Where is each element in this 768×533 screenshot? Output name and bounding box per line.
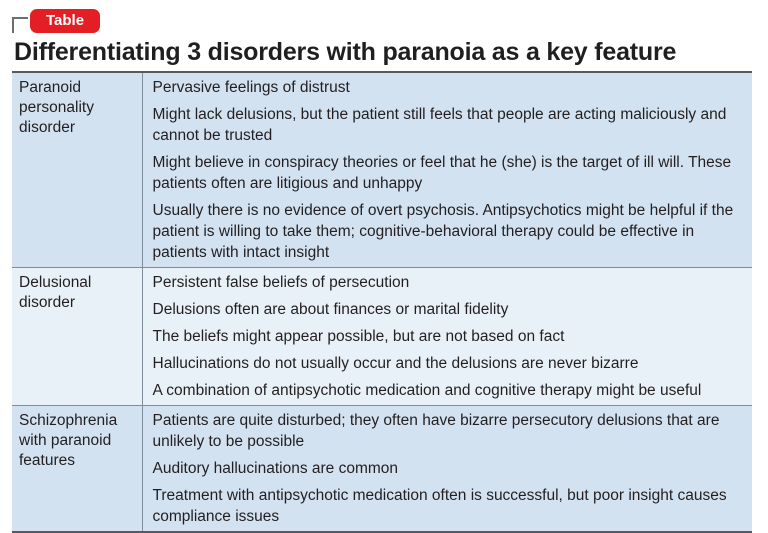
corner-bracket bbox=[12, 17, 28, 33]
features-cell bbox=[142, 406, 752, 533]
disorder-cell bbox=[12, 268, 142, 406]
table-title: Differentiating 3 disorders with paranoia as a key feature bbox=[14, 38, 677, 66]
feature-item: Might believe in conspiracy theories or feel that he (she) is the target of ill will. These patients often are litigious and unhappy bbox=[152, 154, 732, 192]
feature-item: A combination of antipsychotic medication and cognitive therapy might be useful bbox=[152, 382, 702, 399]
disorder-name-line: personality bbox=[19, 99, 94, 116]
disorder-name-line: Paranoid bbox=[19, 79, 82, 96]
disorder-cell bbox=[12, 406, 142, 533]
table-row bbox=[12, 268, 752, 406]
table-row bbox=[12, 72, 752, 268]
feature-item: Hallucinations do not usually occur and the delusions are never bizarre bbox=[152, 355, 639, 372]
feature-item: Pervasive feelings of distrust bbox=[152, 79, 350, 96]
feature-item: Patients are quite disturbed; they often have bizarre persecutory delusions that are unlikely to be possible bbox=[152, 412, 720, 450]
feature-item: The beliefs might appear possible, but are not based on fact bbox=[152, 328, 565, 345]
disorder-name-line: Delusional bbox=[19, 274, 92, 291]
disorder-name-line: Schizophrenia bbox=[19, 412, 118, 429]
feature-item: Treatment with antipsychotic medication often is successful, but poor insight causes compliance issues bbox=[152, 487, 727, 525]
disorder-name-line: disorder bbox=[19, 294, 75, 311]
disorders-table bbox=[12, 71, 752, 533]
table-row bbox=[12, 406, 752, 533]
disorder-name-line: with paranoid bbox=[19, 432, 112, 449]
features-cell bbox=[142, 268, 752, 406]
disorder-cell bbox=[12, 72, 142, 268]
feature-item: Usually there is no evidence of overt psychosis. Antipsychotics might be helpful if the patient is willing to take them; cognitive-behavioral therapy could be effective in patients with intact insight bbox=[152, 202, 734, 261]
table-tag: Table bbox=[30, 9, 100, 33]
feature-item: Delusions often are about finances or marital fidelity bbox=[152, 301, 509, 318]
features-cell bbox=[142, 72, 752, 268]
disorder-name-line: disorder bbox=[19, 119, 75, 136]
feature-item: Persistent false beliefs of persecution bbox=[152, 274, 410, 291]
feature-item: Might lack delusions, but the patient still feels that people are acting maliciously and cannot be trusted bbox=[152, 106, 727, 144]
disorder-name-line: features bbox=[19, 452, 76, 469]
feature-item: Auditory hallucinations are common bbox=[152, 460, 399, 477]
